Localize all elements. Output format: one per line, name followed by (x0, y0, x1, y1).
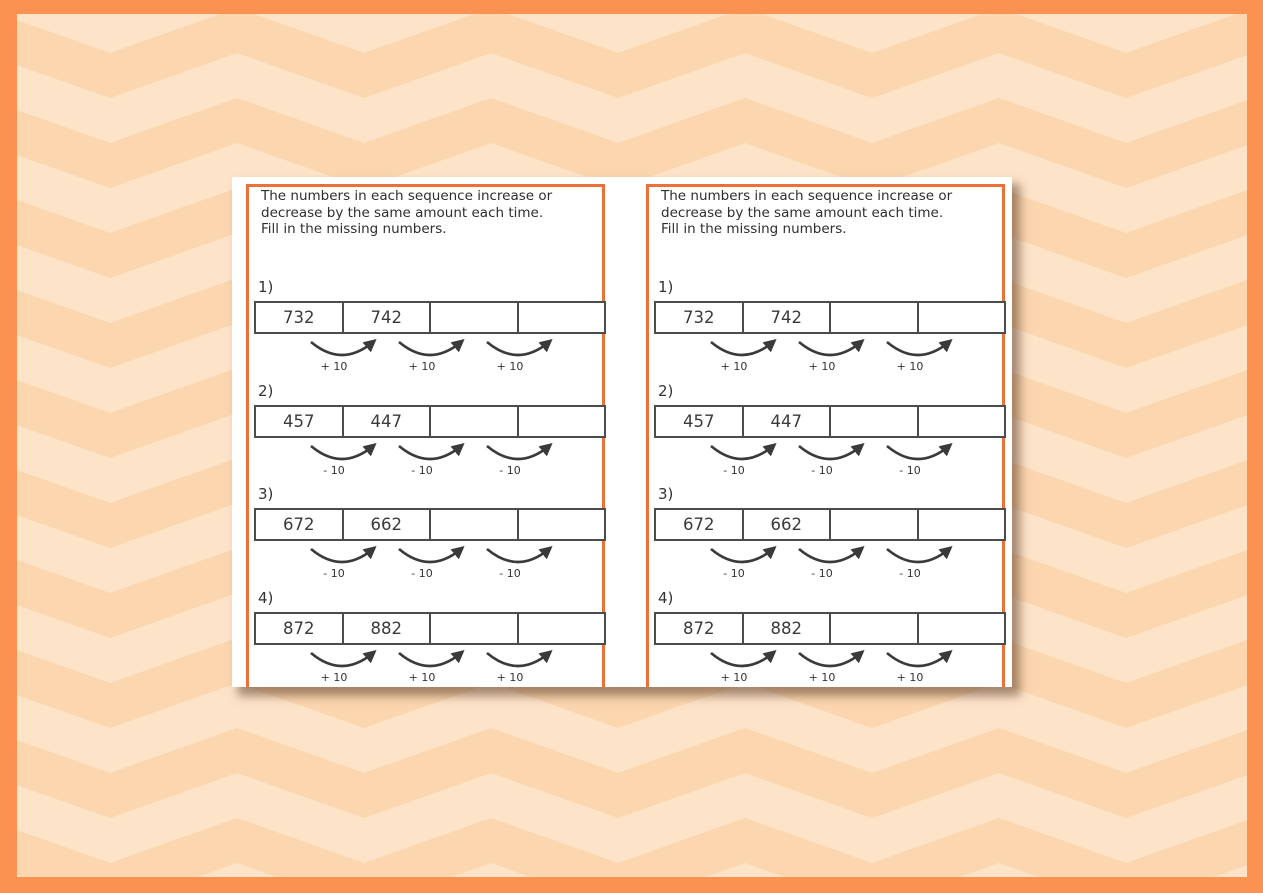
step-arrow-unit (390, 542, 470, 584)
sequence-block (232, 278, 612, 378)
sequence-cell-blank (919, 303, 1005, 332)
sequence-cell-blank (831, 303, 919, 332)
sequence-cell: 742 (344, 303, 432, 332)
step-amount-label: - 10 (899, 464, 921, 477)
curved-arrow-icon (790, 542, 870, 570)
number-sequence-row (654, 508, 1006, 541)
step-amount-label: + 10 (808, 360, 836, 373)
sequence-cell-blank (431, 510, 519, 539)
step-amount-label: - 10 (723, 464, 745, 477)
sequence-block (232, 485, 612, 585)
step-arrow-unit (702, 335, 782, 377)
step-arrow-unit (702, 542, 782, 584)
sequence-cell-blank (831, 614, 919, 643)
curved-arrow-icon (702, 646, 782, 674)
step-arrow-unit (302, 439, 382, 481)
sequence-number-label: 2) (658, 382, 674, 400)
sequence-number-label: 1) (258, 278, 274, 296)
step-arrow-unit (790, 335, 870, 377)
number-sequence-row (654, 612, 1006, 645)
step-arrow-unit (878, 439, 958, 481)
sequence-cell-blank (831, 510, 919, 539)
step-amount-label: + 10 (720, 671, 748, 684)
sequence-cell: 447 (744, 407, 832, 436)
curved-arrow-icon (878, 646, 958, 674)
curved-arrow-icon (478, 335, 558, 363)
curved-arrow-icon (390, 439, 470, 467)
step-arrow-unit (390, 646, 470, 687)
step-arrow-unit (390, 335, 470, 377)
worksheet-page-left (232, 177, 612, 687)
step-arrow-unit (478, 542, 558, 584)
sequence-blocks (632, 177, 1012, 687)
curved-arrow-icon (878, 335, 958, 363)
sequence-block (232, 382, 612, 482)
step-arrow-unit (878, 542, 958, 584)
step-amount-label: + 10 (720, 360, 748, 373)
step-amount-label: + 10 (408, 671, 436, 684)
step-arrow-unit (478, 439, 558, 481)
step-amount-label: + 10 (496, 360, 524, 373)
curved-arrow-icon (790, 646, 870, 674)
sequence-cell-blank (919, 510, 1005, 539)
curved-arrow-icon (302, 646, 382, 674)
sequence-number-label: 4) (258, 589, 274, 607)
sequence-cell-blank (831, 407, 919, 436)
step-amount-label: - 10 (499, 464, 521, 477)
step-amount-label: - 10 (899, 567, 921, 580)
sequence-cell: 882 (344, 614, 432, 643)
step-arrow-unit (878, 335, 958, 377)
sequence-cell-blank (519, 303, 605, 332)
step-arrow-unit (302, 646, 382, 687)
step-amount-label: + 10 (896, 671, 924, 684)
sequence-number-label: 2) (258, 382, 274, 400)
step-arrow-unit (702, 439, 782, 481)
sequence-block (632, 485, 1012, 585)
sequence-number-label: 3) (658, 485, 674, 503)
sequence-blocks (232, 177, 612, 687)
curved-arrow-icon (390, 542, 470, 570)
curved-arrow-icon (302, 542, 382, 570)
step-arrow-unit (702, 646, 782, 687)
step-arrow-unit (390, 439, 470, 481)
step-amount-label: - 10 (723, 567, 745, 580)
sequence-cell: 732 (656, 303, 744, 332)
worksheet-spread (232, 177, 1012, 687)
sequence-cell-blank (431, 303, 519, 332)
step-arrow-unit (302, 335, 382, 377)
step-amount-label: + 10 (320, 360, 348, 373)
curved-arrow-icon (478, 646, 558, 674)
step-arrow-unit (302, 542, 382, 584)
sequence-number-label: 3) (258, 485, 274, 503)
sequence-cell: 732 (256, 303, 344, 332)
sequence-cell-blank (431, 614, 519, 643)
step-amount-label: - 10 (811, 567, 833, 580)
sequence-cell: 872 (256, 614, 344, 643)
worksheet-page-right (632, 177, 1012, 687)
sequence-block (632, 382, 1012, 482)
step-arrow-unit (478, 646, 558, 687)
sequence-cell: 447 (344, 407, 432, 436)
sequence-cell-blank (919, 407, 1005, 436)
step-amount-label: - 10 (499, 567, 521, 580)
curved-arrow-icon (702, 335, 782, 363)
step-arrow-unit (478, 335, 558, 377)
sequence-cell: 672 (256, 510, 344, 539)
curved-arrow-icon (878, 439, 958, 467)
sequence-cell: 672 (656, 510, 744, 539)
step-arrow-unit (790, 646, 870, 687)
step-amount-label: + 10 (496, 671, 524, 684)
number-sequence-row (254, 405, 606, 438)
sequence-cell-blank (519, 407, 605, 436)
step-arrow-unit (790, 542, 870, 584)
step-amount-label: - 10 (323, 464, 345, 477)
step-amount-label: + 10 (408, 360, 436, 373)
sequence-cell: 457 (256, 407, 344, 436)
step-amount-label: + 10 (896, 360, 924, 373)
curved-arrow-icon (302, 439, 382, 467)
curved-arrow-icon (302, 335, 382, 363)
curved-arrow-icon (878, 542, 958, 570)
sequence-cell-blank (519, 510, 605, 539)
curved-arrow-icon (790, 335, 870, 363)
sequence-block (632, 278, 1012, 378)
sequence-number-label: 4) (658, 589, 674, 607)
sequence-cell: 872 (656, 614, 744, 643)
curved-arrow-icon (702, 439, 782, 467)
instructions-text: The numbers in each sequence increase or decrease by the same amount each time. Fill in the missing numbers. (261, 188, 553, 237)
number-sequence-row (254, 612, 606, 645)
sequence-number-label: 1) (658, 278, 674, 296)
step-amount-label: + 10 (320, 671, 348, 684)
curved-arrow-icon (390, 335, 470, 363)
sequence-cell: 882 (744, 614, 832, 643)
step-amount-label: - 10 (411, 567, 433, 580)
step-arrow-unit (790, 439, 870, 481)
sequence-cell-blank (431, 407, 519, 436)
step-amount-label: - 10 (811, 464, 833, 477)
sequence-block (632, 589, 1012, 687)
number-sequence-row (254, 301, 606, 334)
step-amount-label: + 10 (808, 671, 836, 684)
sequence-cell: 457 (656, 407, 744, 436)
number-sequence-row (254, 508, 606, 541)
curved-arrow-icon (702, 542, 782, 570)
step-amount-label: - 10 (323, 567, 345, 580)
step-amount-label: - 10 (411, 464, 433, 477)
number-sequence-row (654, 405, 1006, 438)
sequence-cell-blank (919, 614, 1005, 643)
sequence-cell: 662 (744, 510, 832, 539)
sequence-cell: 662 (344, 510, 432, 539)
sequence-cell: 742 (744, 303, 832, 332)
curved-arrow-icon (390, 646, 470, 674)
curved-arrow-icon (790, 439, 870, 467)
curved-arrow-icon (478, 542, 558, 570)
sequence-block (232, 589, 612, 687)
step-arrow-unit (878, 646, 958, 687)
instructions-text: The numbers in each sequence increase or decrease by the same amount each time. Fill in the missing numbers. (661, 188, 953, 237)
curved-arrow-icon (478, 439, 558, 467)
sequence-cell-blank (519, 614, 605, 643)
number-sequence-row (654, 301, 1006, 334)
